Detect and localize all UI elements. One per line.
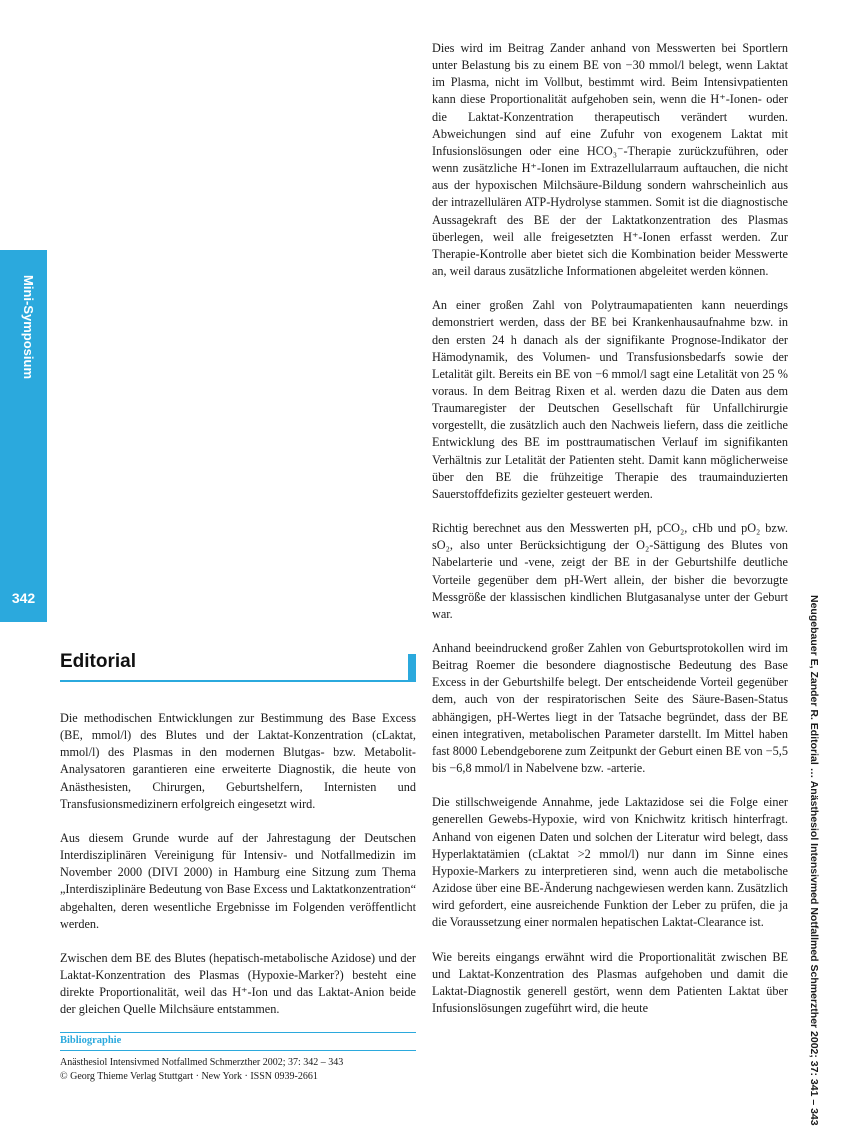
paragraph: Richtig berechnet aus den Messwerten pH, pCO₂, cHb und pO₂ bzw. sO₂, also unter Berücksichtigung der O₂-Sättigung des Blutes von Nabelarterie und -vene, zeigt der BE in der Geburtshilfe deutliche Vorteile gegenüber dem pH-Wert allein, der bisher die bevorzugte Messgröße der klassischen kindlichen Blutgasanalyse unter der Geburt war. <box>432 521 788 621</box>
page-title: Editorial <box>60 651 137 672</box>
paragraph: Die methodischen Entwicklungen zur Bestimmung des Base Excess (BE, mmol/l) des Blutes und der Laktat-Konzentration (cLaktat, mmol/l) des Plasmas in den modernen Blutgas- bzw. Metabolit-Analysatoren garantieren eine erweiterte Diagnostik, die heute von Anästhesisten, Chirurgen, Geburtshelfern, Internisten und Transfusionsmedizinern erfolgreich eingesetzt wird. <box>60 711 416 811</box>
paragraph: Wie bereits eingangs erwähnt wird die Proportionalität zwischen BE und Laktat-Konzentration des Plasmas aufgehoben und damit die Laktat-Diagnostik generell gestört, wenn dem Patienten Laktat über Infusionslösungen zugeführt wird, die heute <box>432 949 788 1015</box>
heading-accent-bar <box>408 654 416 680</box>
paragraph: Aus diesem Grunde wurde auf der Jahrestagung der Deutschen Interdisziplinären Vereinigung für Intensiv- und Notfallmedizin im November 2000 (DIVI 2000) in Hamburg eine Sitzung zum Thema „Interdisziplinäre Bedeutung von Base Excess und Laktatkonzentration“ abgehalten, deren wesentliche Ergebnisse im Folgenden veröffentlicht werden. <box>60 830 416 931</box>
page-number: 342 <box>11 590 36 606</box>
bibliography-title: Bibliographie <box>60 1032 416 1051</box>
paragraph: Zwischen dem BE des Blutes (hepatisch-metabolische Azidose) und der Laktat-Konzentration des Plasmas (Hypoxie-Marker?) besteht eine direkte Proportionalität, weil das H⁺-Ion und das Laktat-Anion beide der gleichen Quelle Milchsäure entstammen. <box>60 950 416 1017</box>
paragraph: Anhand beeindruckend großer Zahlen von Geburtsprotokollen wird im Beitrag Roemer die besondere diagnostische Bedeutung des Base Excess in der Geburtshilfe belegt. Der entscheidende Vorteil gegenüber dem, auch von der respiratorischen Seite des Säure-Basen-Status abhängigen, pH-Wertes liegt in der Tatsache begründet, dass der BE einen integrativen, metabolischen Parameter darstellt. Im Mittel haben fast 8000 Lebendgeborene zum Zeitpunkt der Geburt einen BE von −5,5 bis −6,8 mmol/l in Nabelvene bzw. -arterie. <box>432 641 788 776</box>
paragraph: An einer großen Zahl von Polytraumapatienten kann neuerdings demonstriert werden, dass der BE bei Krankenhausaufnahme bzw. in den ersten 24 h danach als der signifikante Prognose-Indikator der Hämodynamik, des Volumen- und Transfusionsbedarfs sowie der Letalität gilt. Bereits ein BE von −6 mmol/l sagt eine Letalität von 25 % voraus. In dem Beitrag Rixen et al. werden dazu die Daten aus dem Traumaregister der Deutschen Gesellschaft für Unfallchirurgie vorgestellt, die zusätzlich auch den Nachweis liefern, dass die zeitliche Entwicklung des BE im posttraumatischen Verlauf im signifikanten Verhältnis zur Letalität der Patienten steht. Damit kann möglicherweise über den BE die frühzeitige Therapie des traumainduzierten Sauerstoffdefizits gezielter gesteuert werden. <box>432 298 788 501</box>
bibliography-citation: Anästhesiol Intensivmed Notfallmed Schmerzther 2002; 37: 342 – 343 <box>60 1057 344 1068</box>
running-head: Neugebauer E, Zander R. Editorial … Anästhesiol Intensivmed Notfallmed Schmerzther 2002; 37: 341 – 343 <box>808 595 820 1126</box>
heading-block <box>60 648 416 682</box>
section-label: Mini-Symposium <box>21 275 36 380</box>
bibliography-info <box>60 1056 416 1083</box>
paragraph: Dies wird im Beitrag Zander anhand von Messwerten bei Sportlern unter Belastung bis zu einem BE von −30 mmol/l belegt, wenn Laktat im Plasma, nicht im Vollbut, bestimmt wird. Beim Intensivpatienten kann diese Proportionalität aufgehoben sein, wenn die H⁺-Ionen- oder die Laktat-Konzentration therapeutisch verändert wurden. Abweichungen sind auf eine Zufuhr von exogenem Laktat mit Infusionslösungen oder eine HCO₃⁻-Therapie zurückzuführen, oder wenn zusätzliche H⁺-Ionen im Extrazellularraum auftauchen, die nicht aus der hypoxischen Milchsäure-Bildung sondern wahrscheinlich aus der intrazellulären ATP-Hydrolyse stammen. Somit ist die diagnostische Aussagekraft des BE der der Laktatkonzentration des Plasmas überlegen, weil alle freigesetzten H⁺-Ionen erfasst werden. Zur Therapie-Kontrolle aber bietet sich die Kombination beider Messwerte an, weil daraus zusätzliche Informationen abgeleitet werden können. <box>432 41 788 279</box>
right-column <box>432 40 788 1034</box>
bibliography-copyright: © Georg Thieme Verlag Stuttgart · New York · ISSN 0939-2661 <box>60 1070 318 1082</box>
paragraph: Die stillschweigende Annahme, jede Laktazidose sei die Folge einer generellen Gewebs-Hypoxie, wird von Knichwitz kritisch hinterfragt. Anhand von eigenen Daten und solchen der Literatur wird belegt, dass Hyperlaktatämien (cLaktat >2 mmol/l) nur dann im Sinne eines Hypoxie-Markers zu interpretieren sind, wenn auch die metabolische Azidose über eine BE-Änderung nachgewiesen werden kann. Zusätzlich wird gefordert, eine ausreichende Funktion der Leber zu prüfen, die ja die Voraussetzung einer normalen hepatischen Laktat-Clearance ist. <box>432 795 788 930</box>
left-column <box>60 710 416 1036</box>
